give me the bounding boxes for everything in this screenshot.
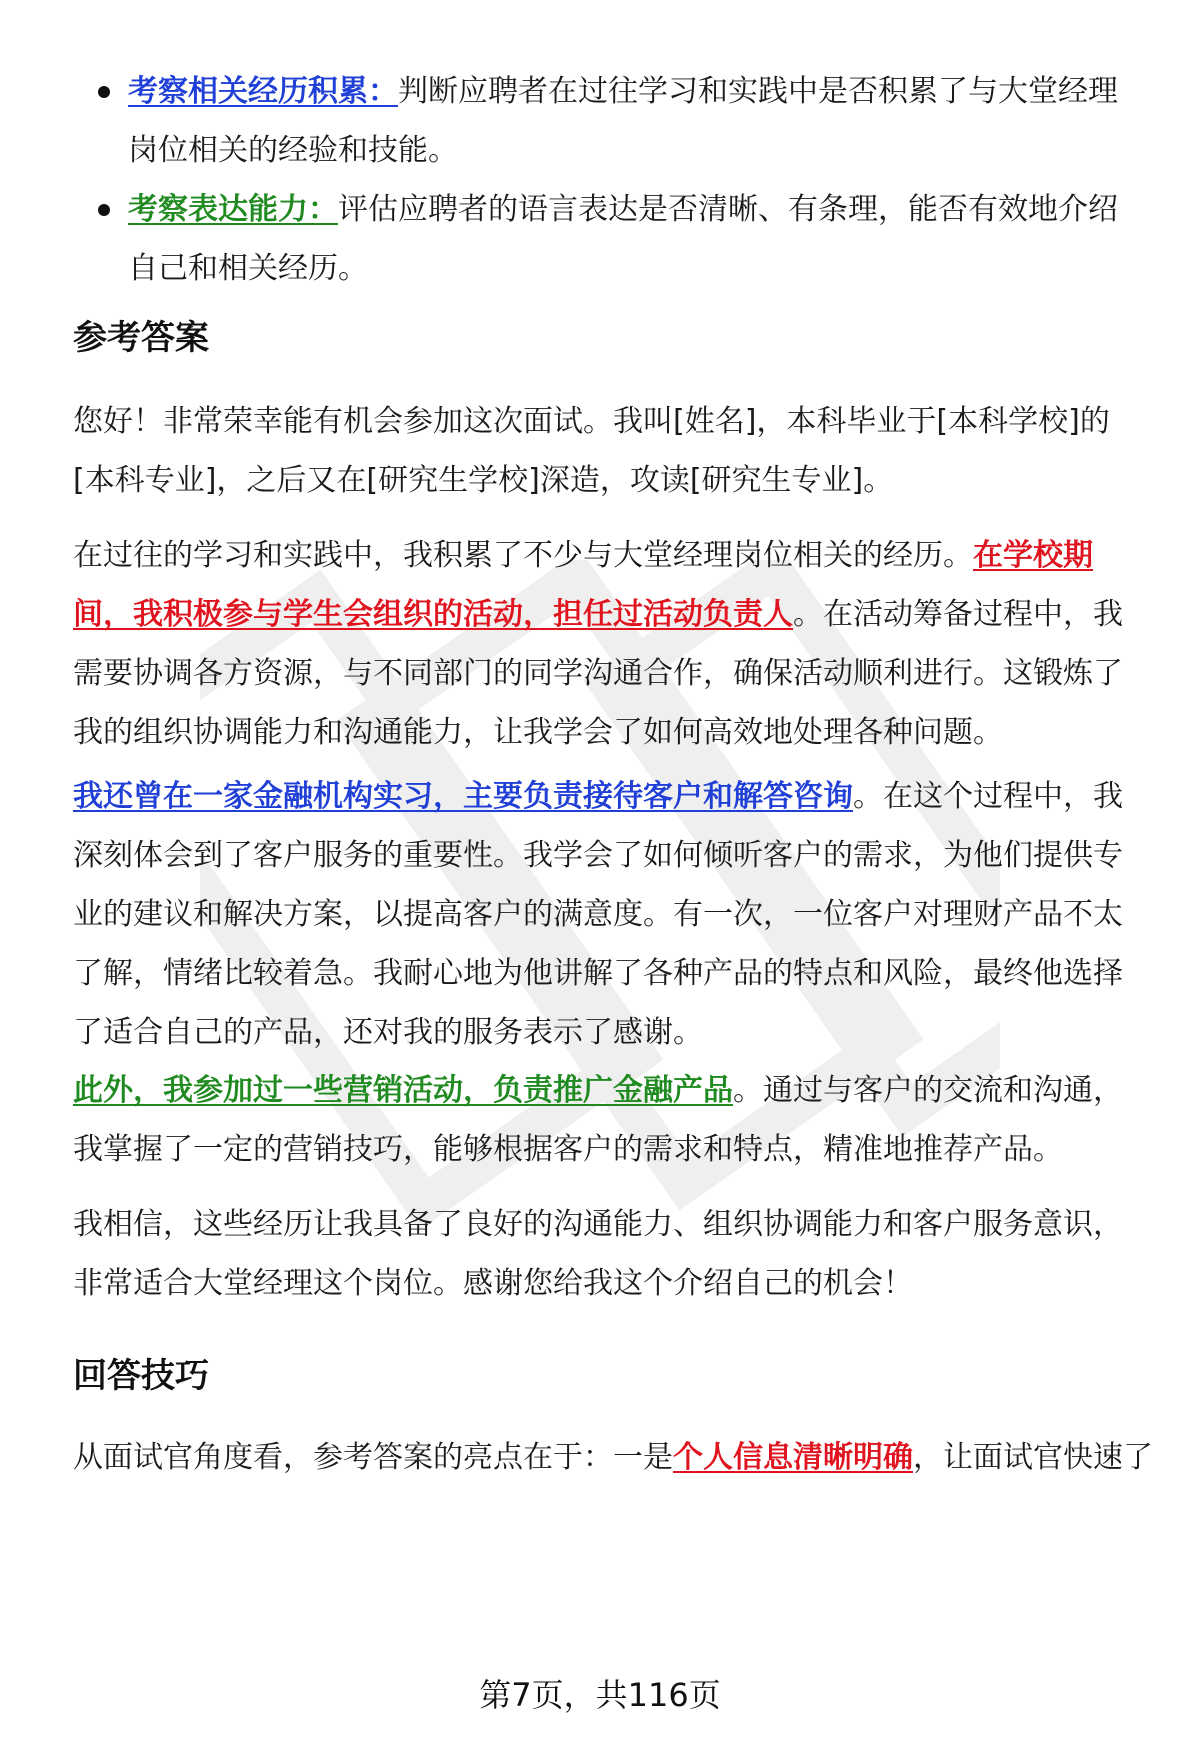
highlight-personal-info: 个人信息清晰明确: [673, 1440, 913, 1475]
assessment-bullet-list: [96, 62, 1146, 298]
bullet-dot-icon: [98, 204, 110, 216]
bullet-keyword: 考察相关经历积累：: [128, 74, 398, 109]
paragraph-text: ，让面试官快速了: [913, 1440, 1153, 1475]
answer-paragraph-closing: 我相信，这些经历让我具备了良好的沟通能力、组织协调能力和客户服务意识，非常适合大堂经理这个岗位。感谢您给我这个介绍自己的机会！: [73, 1207, 1123, 1301]
answer-paragraph-marketing: [73, 1061, 1148, 1179]
highlight-school-activity: 在学校期间，我积极参与学生会组织的活动，担任过活动负责人: [73, 538, 1093, 632]
bullet-expression: [96, 180, 1146, 298]
paragraph-text: 在过往的学习和实践中，我积累了不少与大堂经理岗位相关的经历。: [73, 538, 973, 573]
page-number-footer: 第7页，共116页: [479, 1676, 721, 1714]
bullet-keyword: 考察表达能力：: [128, 192, 338, 227]
paragraph-text: 。在这个过程中，我深刻体会到了客户服务的重要性。我学会了如何倾听客户的需求，为他们提供专业的建议和解决方案，以提高客户的满意度。有一次，一位客户对理财产品不太了解，情绪比较着急。我耐心地为他讲解了各种产品的特点和风险，最终他选择了适合自己的产品，还对我的服务表示了感谢。: [73, 779, 1123, 1050]
answer-paragraph-intro: 您好！非常荣幸能有机会参加这次面试。我叫[姓名]，本科毕业于[本科学校]的[本科专业]，之后又在[研究生学校]深造，攻读[研究生专业]。: [73, 404, 1110, 498]
bullet-experience: [96, 62, 1146, 180]
paragraph-text: 。通过与客户的交流和沟通，我掌握了一定的营销技巧，能够根据客户的需求和特点，精准地推荐产品。: [73, 1073, 1123, 1167]
bullet-text: 评估应聘者的语言表达是否清晰、有条理，能否有效地介绍自己和相关经历。: [128, 192, 1118, 286]
paragraph-text: 从面试官角度看，参考答案的亮点在于：一是: [73, 1440, 673, 1475]
section-title-tips: 回答技巧: [73, 1356, 209, 1396]
highlight-marketing: 此外，我参加过一些营销活动，负责推广金融产品: [73, 1073, 733, 1108]
answer-paragraph-school: [73, 526, 1148, 762]
section-title-answer: 参考答案: [73, 318, 209, 358]
highlight-internship: 我还曾在一家金融机构实习，主要负责接待客户和解答咨询: [73, 779, 853, 814]
bullet-text: 判断应聘者在过往学习和实践中是否积累了与大堂经理岗位相关的经验和技能。: [128, 74, 1118, 168]
tips-paragraph: [73, 1428, 1153, 1487]
answer-paragraph-internship: [73, 767, 1148, 1062]
bullet-dot-icon: [98, 86, 110, 98]
paragraph-text: 。在活动筹备过程中，我需要协调各方资源，与不同部门的同学沟通合作，确保活动顺利进行。这锻炼了我的组织协调能力和沟通能力，让我学会了如何高效地处理各种问题。: [73, 597, 1123, 750]
